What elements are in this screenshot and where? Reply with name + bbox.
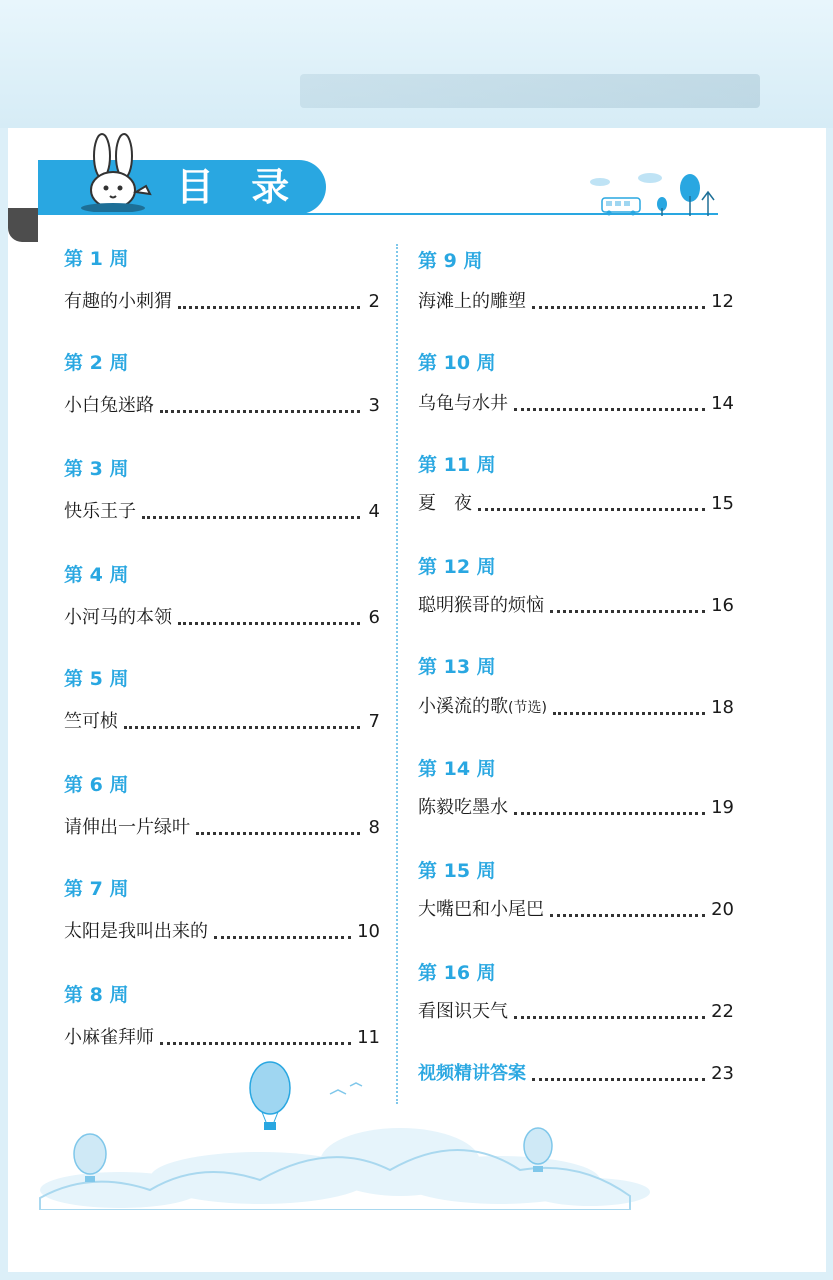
entry-page: 18 xyxy=(711,697,734,718)
dot-leader xyxy=(514,1016,705,1019)
entry-title: 聪明猴哥的烦恼 xyxy=(418,595,544,616)
cloud-balloon-illustration xyxy=(30,1050,650,1210)
entry-title: 小河马的本领 xyxy=(64,607,172,628)
dot-leader xyxy=(196,832,360,835)
entry-title: 陈毅吃墨水 xyxy=(418,797,508,818)
toc-entry[interactable] xyxy=(418,896,734,924)
entry-title: 请伸出一片绿叶 xyxy=(64,817,190,838)
entry-page: 15 xyxy=(711,493,734,514)
entry-page: 6 xyxy=(368,607,380,628)
week-heading: 第 4 周 xyxy=(64,564,129,586)
week-heading: 第 3 周 xyxy=(64,458,129,480)
dot-leader xyxy=(178,622,360,625)
answers-page: 23 xyxy=(711,1063,734,1084)
week-heading: 第 14 周 xyxy=(418,758,496,780)
balloon-icon xyxy=(250,1062,290,1130)
entry-page: 12 xyxy=(711,291,734,312)
entry-title: 海滩上的雕塑 xyxy=(418,291,526,312)
entry-title: 有趣的小刺猬 xyxy=(64,291,172,312)
dot-leader xyxy=(514,812,705,815)
entry-page: 14 xyxy=(711,393,734,414)
dot-leader xyxy=(124,726,360,729)
bleed-through-text xyxy=(300,74,760,108)
entry-title: 看图识天气 xyxy=(418,1001,508,1022)
toc-entry[interactable] xyxy=(64,918,380,946)
toc-entry[interactable] xyxy=(64,1024,380,1052)
toc-entry[interactable] xyxy=(418,998,734,1026)
week-heading: 第 8 周 xyxy=(64,984,129,1006)
week-heading: 第 16 周 xyxy=(418,962,496,984)
entry-title: 大嘴巴和小尾巴 xyxy=(418,899,544,920)
entry-page: 16 xyxy=(711,595,734,616)
toc-entry[interactable] xyxy=(64,814,380,842)
dot-leader xyxy=(514,408,705,411)
week-heading: 第 10 周 xyxy=(418,352,496,374)
week-heading: 第 5 周 xyxy=(64,668,129,690)
entry-title: 快乐王子 xyxy=(64,501,136,522)
entry-page: 7 xyxy=(368,711,380,732)
entry-page: 22 xyxy=(711,1001,734,1022)
toc-entry[interactable] xyxy=(64,288,380,316)
week-heading: 第 15 周 xyxy=(418,860,496,882)
week-heading: 第 9 周 xyxy=(418,250,483,272)
entry-title: 太阳是我叫出来的 xyxy=(64,921,208,942)
toc-entry[interactable] xyxy=(64,498,380,526)
page-title: 目 录 xyxy=(176,165,302,209)
toc-entry[interactable] xyxy=(418,794,734,822)
entry-page: 10 xyxy=(357,921,380,942)
toc-entry[interactable] xyxy=(64,708,380,736)
toc-entry[interactable] xyxy=(418,390,734,418)
dot-leader xyxy=(550,914,705,917)
toc-entry[interactable] xyxy=(418,288,734,316)
toc-entry[interactable] xyxy=(418,694,734,722)
entry-page: 19 xyxy=(711,797,734,818)
entry-page: 4 xyxy=(368,501,380,522)
week-heading: 第 1 周 xyxy=(64,248,129,270)
toc-entry[interactable] xyxy=(418,592,734,620)
entry-page: 8 xyxy=(368,817,380,838)
entry-page: 20 xyxy=(711,899,734,920)
toc-entry[interactable] xyxy=(418,490,734,518)
scenery-icon xyxy=(578,168,718,218)
dot-leader xyxy=(160,1042,351,1045)
dot-leader xyxy=(532,306,705,309)
entry-title: 夏 夜 xyxy=(418,493,472,514)
entry-title: 小白兔迷路 xyxy=(64,395,154,416)
entry-note: (节选) xyxy=(508,700,547,716)
dot-leader xyxy=(160,410,360,413)
dot-leader xyxy=(550,610,705,613)
entry-title: 竺可桢 xyxy=(64,711,118,732)
banner-tail xyxy=(8,208,38,242)
dot-leader xyxy=(178,306,360,309)
rabbit-icon xyxy=(80,132,160,212)
bus-icon xyxy=(602,198,640,216)
toc-entry[interactable] xyxy=(64,392,380,420)
entry-title: 乌龟与水井 xyxy=(418,393,508,414)
toc-entry[interactable] xyxy=(64,604,380,632)
tree-icon xyxy=(657,174,714,216)
week-heading: 第 13 周 xyxy=(418,656,496,678)
dot-leader xyxy=(142,516,360,519)
column-divider xyxy=(396,244,398,1104)
entry-page: 3 xyxy=(368,395,380,416)
week-heading: 第 6 周 xyxy=(64,774,129,796)
previous-page-strip xyxy=(0,0,833,128)
answers-title: 视频精讲答案 xyxy=(418,1063,526,1084)
week-heading: 第 2 周 xyxy=(64,352,129,374)
week-heading: 第 12 周 xyxy=(418,556,496,578)
entry-title: 小麻雀拜师 xyxy=(64,1027,154,1048)
entry-page: 2 xyxy=(368,291,380,312)
dot-leader xyxy=(478,508,705,511)
dot-leader xyxy=(214,936,351,939)
entry-page: 11 xyxy=(357,1027,380,1048)
week-heading: 第 11 周 xyxy=(418,454,496,476)
dot-leader xyxy=(553,712,705,715)
week-heading: 第 7 周 xyxy=(64,878,129,900)
entry-title: 小溪流的歌(节选) xyxy=(418,696,547,717)
